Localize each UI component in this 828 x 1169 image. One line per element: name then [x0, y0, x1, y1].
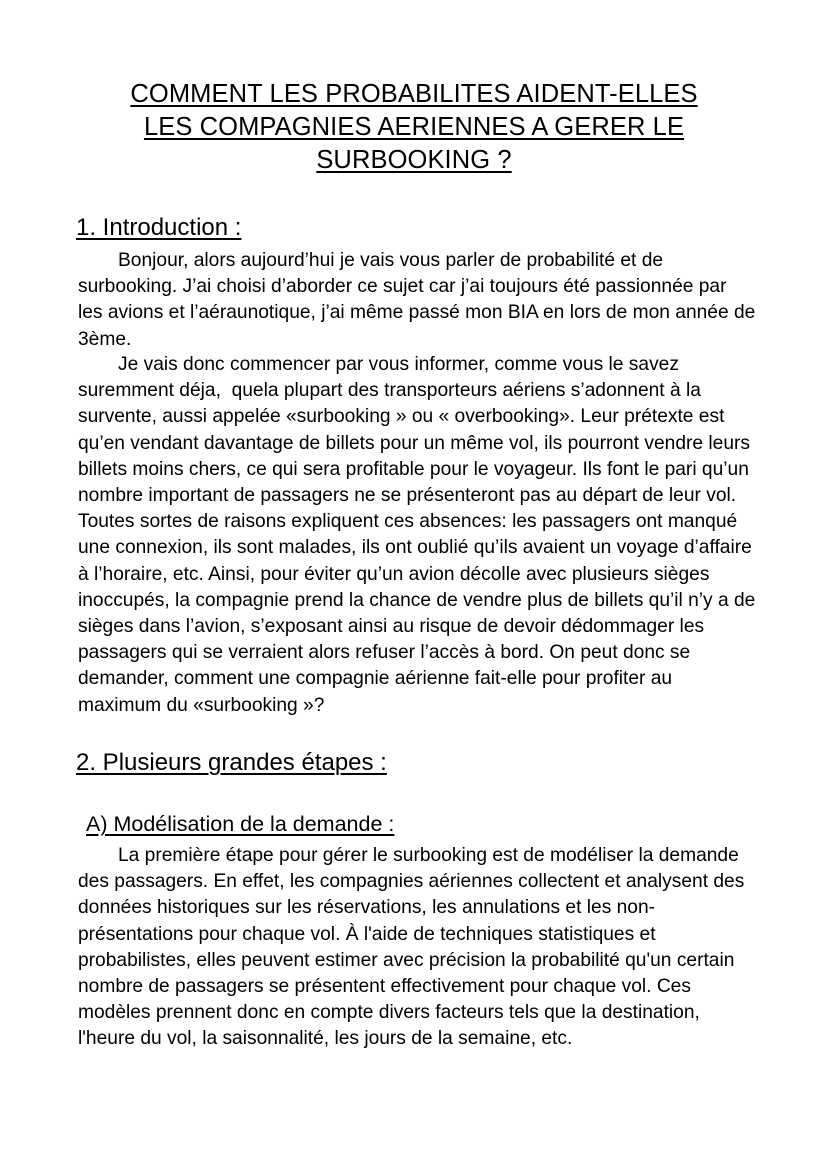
subsection-heading-modelisation-demande: A) Modélisation de la demande :: [86, 812, 395, 836]
document-title-line-2: LES COMPAGNIES AERIENNES A GERER LE: [143, 113, 685, 141]
document-title-line-1: COMMENT LES PROBABILITES AIDENT-ELLES: [130, 80, 698, 108]
section-heading-etapes: 2. Plusieurs grandes étapes :: [76, 749, 387, 776]
document-title: [78, 78, 750, 177]
paragraph-introduction-1: Bonjour, alors aujourd’hui je vais vous parler de probabilité et de surbooking. J’ai choisi d’aborder ce sujet car j’ai toujours été passionnée par les avions et l’aéraunotique, j’ai même passé mon BIA en lors de mon année de 3ème.: [78, 250, 761, 350]
paragraph-introduction-2: Je vais donc commencer par vous informer, comme vous le savez suremment déja, quela plupart des transporteurs aériens s’adonnent à la survente, aussi appelée «surbooking » ou « overbooking». Leur prétexte est qu’en vendant davantage de billets pour un même vol, ils pourront vendre leurs billets moins chers, ce qui sera profitable pour le voyageur. Ils font le pari qu’un nombre important de passagers ne se présenteront pas au départ de leur vol. Toutes sortes de raisons expliquent ces absences: les passagers ont manqué une connexion, ils sont malades, ils ont oublié qu’ils avaient un voyage d’affaire à l’horaire, etc. Ainsi, pour éviter qu’un avion décolle avec plusieurs sièges inoccupés, la compagnie prend la chance de vendre plus de billets qu’il n’y a de sièges dans l’avion, s’exposant ainsi au risque de devoir dédommager les passagers qui se verraient alors refuser l’accès à bord. On peut donc se demander, comment une compagnie aérienne fait-elle pour profiter au maximum du «surbooking »?: [78, 354, 761, 716]
document-title-line-3: SURBOOKING ?: [316, 146, 512, 174]
section-heading-introduction: 1. Introduction :: [76, 214, 242, 241]
paragraph-modelisation-demande-1: La première étape pour gérer le surbooking est de modéliser la demande des passagers. En effet, les compagnies aériennes collectent et analysent des données historiques sur les réservations, les annulations et les non-présentations pour chaque vol. À l'aide de techniques statistiques et probabilistes, elles peuvent estimer avec précision la probabilité qu'un certain nombre de passagers se présentent effectivement pour chaque vol. Ces modèles prennent donc en compte divers facteurs tels que la destination, l'heure du vol, la saisonnalité, les jours de la semaine, etc.: [78, 845, 750, 1050]
